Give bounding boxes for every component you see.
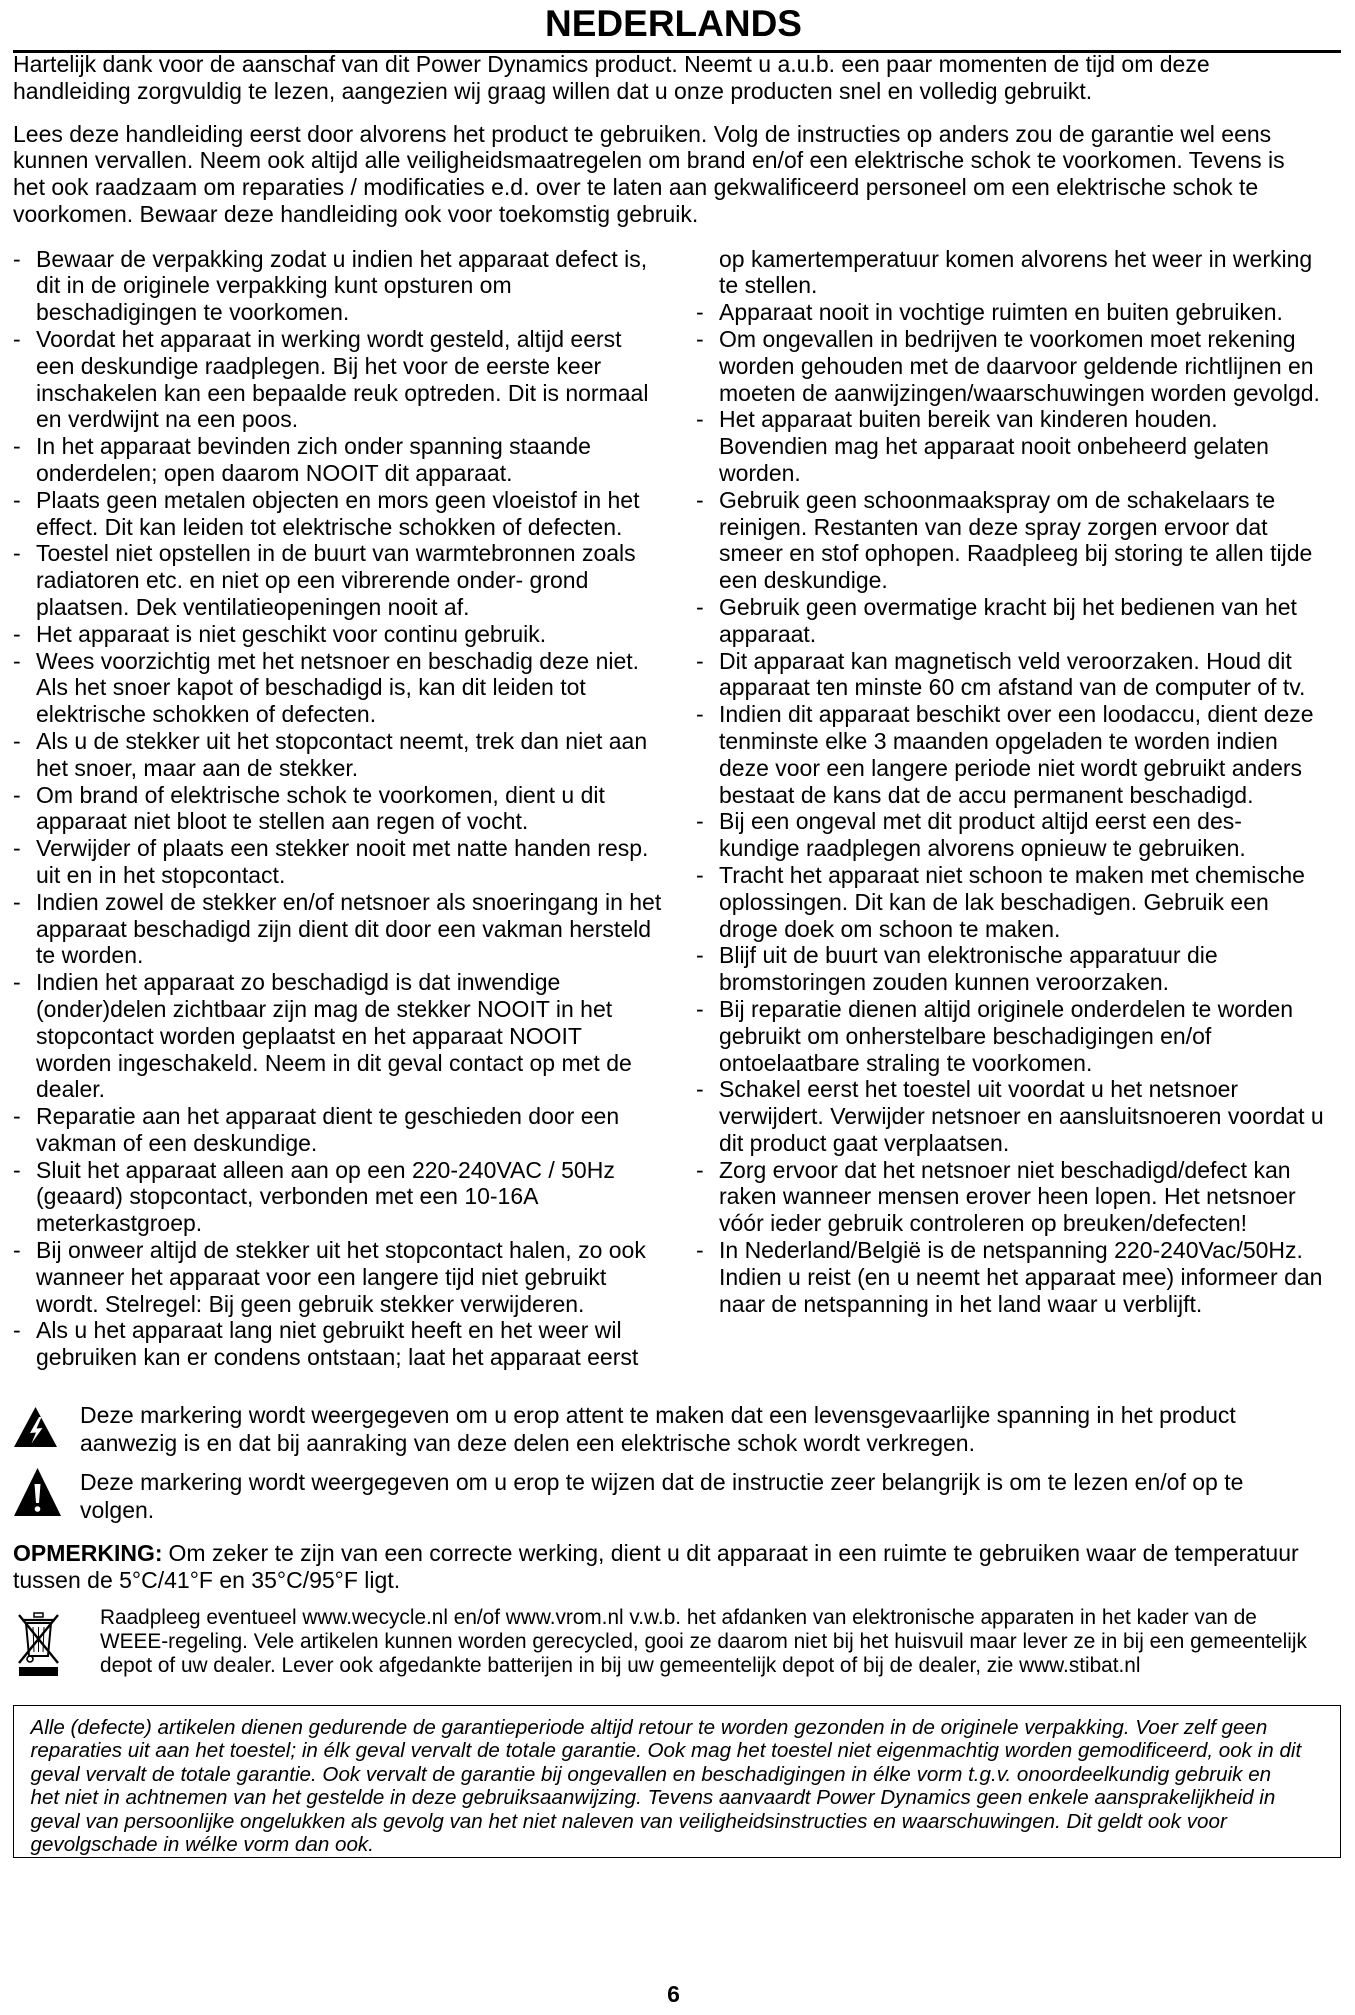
safety-item <box>13 1103 688 1157</box>
note-text: Om zeker te zijn van een correcte werking, dient u dit apparaat in een ruimte te gebruiken waar de temperatuur <box>168 1539 1299 1566</box>
lightning-warning-icon-graphic <box>13 1406 58 1448</box>
bullet-dash: - <box>696 942 704 969</box>
safety-item-line: Apparaat nooit in vochtige ruimten en buiten gebruiken. <box>719 299 1283 326</box>
safety-item-line: gebruikt om onherstelbare beschadigingen en/of <box>719 1022 1212 1049</box>
safety-item-line: Indien dit apparaat beschikt over een loodaccu, dient deze <box>719 701 1314 728</box>
warning-important-instruction-text <box>80 1468 1243 1524</box>
warranty-line: het niet in achtnemen van het gestelde in deze gebruiksaanwijzing. Tevens aanvaardt Power Dynamics geen enkele aansprakelijkheid in <box>30 1786 1276 1810</box>
safety-item-line: droge doek om schoon te maken. <box>719 915 1061 942</box>
safety-item-line: moeten de aanwijzingen/waarschuwingen worden gevolgd. <box>719 379 1320 406</box>
intro-line: Lees deze handleiding eerst door alvorens het product te gebruiken. Volg de instructies op anders zou de garantie wel eens <box>13 120 1272 147</box>
note-temperature <box>13 1540 1299 1594</box>
safety-item <box>696 648 1346 702</box>
safety-item-line: kundige raadplegen alvorens opnieuw te gebruiken. <box>719 835 1246 862</box>
bullet-dash: - <box>13 1103 21 1130</box>
safety-item-line: (onder)delen zichtbaar zijn mag de stekker NOOIT in het <box>36 995 613 1022</box>
note-line <box>13 1540 1299 1567</box>
bullet-dash: - <box>13 540 21 567</box>
safety-item-line: te worden. <box>36 942 144 969</box>
safety-item <box>13 1237 688 1317</box>
intro-paragraph-read-first <box>13 121 1285 229</box>
safety-item-line: het snoer, maar aan de stekker. <box>36 754 359 781</box>
lightning-warning-icon <box>13 1406 58 1448</box>
warranty-line: reparaties uit aan het toestel; in élk geval vervalt de totale garantie. Ook mag het toestel niet eigenmachtig worden gemodificeerd, ook in dit <box>30 1739 1302 1763</box>
safety-item <box>696 862 1346 942</box>
intro-line: voorkomen. Bewaar deze handleiding ook voor toekomstig gebruik. <box>13 201 699 228</box>
safety-item <box>13 782 688 836</box>
safety-item <box>696 594 1346 648</box>
safety-item-line: Voordat het apparaat in werking wordt gesteld, altijd eerst <box>36 325 622 352</box>
safety-item-line: vakman of een deskundige. <box>36 1129 318 1156</box>
intro-line: kunnen vervallen. Neem ook altijd alle veiligheidsmaatregelen om brand en/of een elektrische schok te voorkomen. Tevens is <box>13 147 1285 174</box>
safety-item-line: apparaat niet bloot te stellen aan regen of vocht. <box>36 808 529 835</box>
safety-item-line: reinigen. Restanten van deze spray zorgen ervoor dat <box>719 513 1268 540</box>
bullet-dash: - <box>13 888 21 915</box>
safety-item-line: radiatoren etc. en niet op een vibrerende onder- grond <box>36 567 589 594</box>
safety-item-line: Schakel eerst het toestel uit voordat u het netsnoer <box>719 1076 1239 1103</box>
safety-item-line: Verwijder of plaats een stekker nooit met natte handen resp. <box>36 835 649 862</box>
bullet-dash: - <box>696 1156 704 1183</box>
safety-item <box>696 406 1346 486</box>
safety-item <box>696 1157 1346 1237</box>
safety-item-line: Bovendien mag het apparaat nooit onbeheerd gelaten <box>719 433 1269 460</box>
safety-item-line: een deskundige. <box>719 567 888 594</box>
safety-item-line: Het apparaat is niet geschikt voor continu gebruik. <box>36 620 547 647</box>
bullet-dash: - <box>696 995 704 1022</box>
safety-item-line: smeer en stof ophopen. Raadpleeg bij storing te allen tijde <box>719 540 1313 567</box>
bullet-dash: - <box>13 620 21 647</box>
bullet-dash: - <box>696 1237 704 1264</box>
bullet-dash: - <box>696 325 704 352</box>
safety-item-line: raken wanneer mensen erover heen lopen. Het netsnoer <box>719 1183 1296 1210</box>
safety-item-line: apparaat. <box>719 620 817 647</box>
bullet-dash: - <box>13 486 21 513</box>
safety-item-line: In het apparaat bevinden zich onder spanning staande <box>36 433 591 460</box>
safety-item <box>13 433 688 487</box>
safety-list-left-column <box>13 246 688 1371</box>
safety-item-line: worden. <box>719 459 801 486</box>
intro-line: handleiding zorgvuldig te lezen, aangezien wij graag willen dat u onze producten snel en volledig gebruikt. <box>13 77 1093 104</box>
safety-item <box>696 487 1346 594</box>
warranty-notice-box <box>13 1705 1341 1858</box>
bullet-dash: - <box>13 835 21 862</box>
page-number: 6 <box>667 1981 680 2007</box>
warranty-line: geval vervalt de totale garantie. Ook vervalt de garantie bij ongevallen en beschadigingen in élke vorm t.g.v. onoordeelkundig gebruik en <box>30 1762 1272 1786</box>
safety-item-line: Bij onweer altijd de stekker uit het stopcontact halen, zo ook <box>36 1237 646 1264</box>
safety-item-line: plaatsen. Dek ventilatieopeningen nooit af. <box>36 593 470 620</box>
safety-item-line: te stellen. <box>719 272 818 299</box>
safety-item-line: verwijdert. Verwijder netsnoer en aansluitsnoeren voordat u <box>719 1103 1324 1130</box>
safety-item-line: Gebruik geen overmatige kracht bij het bedienen van het <box>719 593 1297 620</box>
safety-item <box>13 728 688 782</box>
warning-line: Deze markering wordt weergegeven om u erop attent te maken dat een levensgevaarlijke spanning in het product <box>80 1402 1236 1428</box>
warranty-line: gevolgschade in wélke vorm dan ook. <box>30 1833 374 1857</box>
safety-item-line: bromstoringen zouden kunnen veroorzaken. <box>719 969 1170 996</box>
bullet-dash: - <box>696 1076 704 1103</box>
safety-item <box>13 540 688 620</box>
bullet-dash: - <box>696 299 704 326</box>
bullet-dash: - <box>13 325 21 352</box>
safety-item-line: Sluit het apparaat alleen aan op een 220-240VAC / 50Hz <box>36 1156 615 1183</box>
safety-item-line: dit product gaat verplaatsen. <box>719 1129 1010 1156</box>
safety-item-line: een deskundige raadplegen. Bij het voor de eerste keer <box>36 352 602 379</box>
safety-item <box>696 1076 1346 1156</box>
safety-item-line: wordt. Stelregel: Bij geen gebruik stekker verwijderen. <box>36 1290 585 1317</box>
warning-line: volgen. <box>80 1497 155 1523</box>
safety-item-line: Bij een ongeval met dit product altijd eerst een des- <box>719 808 1242 835</box>
crossed-out-wheelie-bin-icon-graphic <box>15 1611 62 1677</box>
safety-item-line: meterkastgroep. <box>36 1210 203 1237</box>
safety-item <box>696 299 1346 326</box>
safety-item-line: dealer. <box>36 1076 106 1103</box>
warranty-line: Alle (defecte) artikelen dienen gedurende de garantieperiode altijd retour te worden gezonden in de originele verpakking. Voer zelf geen <box>30 1716 1268 1739</box>
bullet-dash: - <box>13 433 21 460</box>
bullet-dash: - <box>13 245 21 272</box>
intro-paragraph-thanks <box>13 51 1210 105</box>
weee-line: depot of uw dealer. Lever ook afgedankte batterijen in bij uw gemeentelijk depot of bij de dealer, zie www.stibat.nl <box>100 1654 1141 1678</box>
safety-item-line: In Nederland/België is de netspanning 220-240Vac/50Hz. <box>719 1237 1303 1264</box>
safety-item-line: Om ongevallen in bedrijven te voorkomen moet rekening <box>719 325 1296 352</box>
safety-item <box>696 1237 1346 1317</box>
warning-line: aanwezig is en dat bij aanraking van deze delen een elektrische schok wordt verkregen. <box>80 1430 975 1456</box>
safety-item-line: Zorg ervoor dat het netsnoer niet beschadigd/defect kan <box>719 1156 1291 1183</box>
safety-item-line: Indien het apparaat zo beschadigd is dat inwendige <box>36 969 561 996</box>
safety-item-line: Blijf uit de buurt van elektronische apparatuur die <box>719 942 1218 969</box>
safety-item-line: Om brand of elektrische schok te voorkomen, dient u dit <box>36 781 605 808</box>
bullet-dash: - <box>696 593 704 620</box>
safety-item <box>13 1317 688 1371</box>
safety-item-line: Bij reparatie dienen altijd originele onderdelen te worden <box>719 995 1294 1022</box>
bullet-dash: - <box>13 1156 21 1183</box>
safety-item <box>696 326 1346 406</box>
safety-item-line: Wees voorzichtig met het netsnoer en beschadig deze niet. <box>36 647 640 674</box>
safety-item <box>13 246 688 326</box>
safety-item-line: vóór ieder gebruik controleren op breuken/defecten! <box>719 1210 1248 1237</box>
bullet-dash: - <box>696 486 704 513</box>
safety-item <box>13 835 688 889</box>
safety-item-line: bestaat de kans dat de accu permanent beschadigd. <box>719 781 1254 808</box>
safety-item-line: Bewaar de verpakking zodat u indien het apparaat defect is, <box>36 245 648 272</box>
safety-item-line: beschadigingen te voorkomen. <box>36 299 350 326</box>
safety-item-line: inschakelen kan een bepaalde reuk optreden. Dit is normaal <box>36 379 649 406</box>
safety-item-line: elektrische schokken of defecten. <box>36 701 377 728</box>
safety-item <box>696 996 1346 1076</box>
bullet-dash: - <box>13 647 21 674</box>
safety-item-line: wanneer het apparaat voor een langere tijd niet gebruikt <box>36 1263 607 1290</box>
safety-item-line: (geaard) stopcontact, verbonden met een 10-16A <box>36 1183 539 1210</box>
safety-item-continued <box>696 246 1346 300</box>
safety-item <box>13 326 688 433</box>
safety-item <box>696 808 1346 862</box>
safety-item-line: Gebruik geen schoonmaakspray om de schakelaars te <box>719 486 1276 513</box>
crossed-out-wheelie-bin-icon <box>15 1611 62 1677</box>
safety-item <box>696 942 1346 996</box>
bullet-dash: - <box>696 701 704 728</box>
bullet-dash: - <box>696 647 704 674</box>
safety-item-line: effect. Dit kan leiden tot elektrische schokken of defecten. <box>36 513 623 540</box>
bullet-dash: - <box>696 808 704 835</box>
safety-item <box>13 487 688 541</box>
safety-item <box>13 969 688 1103</box>
bullet-dash: - <box>13 969 21 996</box>
intro-line: Hartelijk dank voor de aanschaf van dit Power Dynamics product. Neemt u a.u.b. een paar momenten de tijd om deze <box>13 51 1210 77</box>
safety-item-line: stopcontact worden geplaatst en het apparaat NOOIT <box>36 1022 582 1049</box>
safety-item-line: oplossingen. Dit kan de lak beschadigen. Gebruik een <box>719 888 1269 915</box>
bullet-dash: - <box>13 781 21 808</box>
safety-item-line: Dit apparaat kan magnetisch veld veroorzaken. Houd dit <box>719 647 1292 674</box>
safety-item-line: en verdwijnt na een poos. <box>36 406 299 433</box>
safety-item-line: Indien zowel de stekker en/of netsnoer als snoeringang in het <box>36 888 662 915</box>
page-title: NEDERLANDS <box>545 3 802 44</box>
safety-item-line: tenminste elke 3 maanden opgeladen te worden indien <box>719 727 1278 754</box>
warning-electric-shock-text <box>80 1401 1236 1457</box>
safety-item <box>696 701 1346 808</box>
bullet-dash: - <box>13 727 21 754</box>
note-label: OPMERKING: <box>13 1539 163 1566</box>
safety-item-line: onderdelen; open daarom NOOIT dit apparaat. <box>36 459 513 486</box>
safety-item-line: deze voor een langere periode niet wordt gebruikt anders <box>719 754 1303 781</box>
safety-item <box>13 621 688 648</box>
safety-item-line: worden gehouden met de daarvoor geldende richtlijnen en <box>719 352 1314 379</box>
safety-item-line: Reparatie aan het apparaat dient te geschieden door een <box>36 1103 620 1130</box>
safety-item-line: Tracht het apparaat niet schoon te maken met chemische <box>719 861 1305 888</box>
safety-item-line: Indien u reist (en u neemt het apparaat mee) informeer dan <box>719 1263 1323 1290</box>
weee-disposal-text <box>100 1606 1307 1679</box>
weee-line: Raadpleeg eventueel www.wecycle.nl en/of www.vrom.nl v.w.b. het afdanken van elektronische apparaten in het kader van de <box>100 1606 1257 1629</box>
safety-item-line: gebruiken kan er condens ontstaan; laat het apparaat eerst <box>36 1344 639 1371</box>
bullet-dash: - <box>696 406 704 433</box>
safety-item-line: uit en in het stopcontact. <box>36 861 286 888</box>
safety-item <box>13 648 688 728</box>
safety-item-line: Als u de stekker uit het stopcontact neemt, trek dan niet aan <box>36 727 648 754</box>
weee-line: WEEE-regeling. Vele artikelen kunnen worden gerecycled, gooi ze daarom niet bij het huisvuil maar lever ze in bij een gemeentelijk <box>100 1630 1307 1654</box>
safety-item-line: worden ingeschakeld. Neem in dit geval contact op met de <box>36 1049 632 1076</box>
safety-item-line: Als u het apparaat lang niet gebruikt heeft en het weer wil <box>36 1317 622 1344</box>
safety-item-line: Als het snoer kapot of beschadigd is, kan dit leiden tot <box>36 674 586 701</box>
bullet-dash: - <box>13 1237 21 1264</box>
exclamation-warning-icon-graphic <box>13 1467 62 1517</box>
safety-item <box>13 889 688 969</box>
safety-item-line: dit in de originele verpakking kunt opsturen om <box>36 272 512 299</box>
safety-item-line: Het apparaat buiten bereik van kinderen houden. <box>719 406 1218 433</box>
note-line: tussen de 5°C/41°F en 35°C/95°F ligt. <box>13 1566 401 1593</box>
safety-list-right-column <box>696 246 1346 1318</box>
safety-item-line: Toestel niet opstellen in de buurt van warmtebronnen zoals <box>36 540 636 567</box>
warranty-line: geval van persoonlijke ongelukken als gevolg van het niet naleven van veiligheidsinstructies en waarschuwingen. Dit geldt ook voor <box>30 1809 1227 1833</box>
bullet-dash: - <box>696 861 704 888</box>
safety-item-line: ontoelaatbare straling te voorkomen. <box>719 1049 1093 1076</box>
safety-item-line: apparaat ten minste 60 cm afstand van de computer of tv. <box>719 674 1306 701</box>
safety-item-line: op kamertemperatuur komen alvorens het weer in werking <box>719 245 1313 272</box>
safety-item-line: Plaats geen metalen objecten en mors geen vloeistof in het <box>36 486 640 513</box>
warning-line: Deze markering wordt weergegeven om u erop te wijzen dat de instructie zeer belangrijk is om te lezen en/of op te <box>80 1469 1244 1495</box>
safety-item <box>13 1157 688 1237</box>
bullet-dash: - <box>13 1317 21 1344</box>
intro-line: het ook raadzaam om reparaties / modificaties e.d. over te laten aan gekwalificeerd personeel om een elektrische schok te <box>13 174 1259 201</box>
exclamation-warning-icon <box>13 1467 62 1517</box>
safety-item-line: apparaat beschadigd zijn dient dit door een vakman hersteld <box>36 915 652 942</box>
safety-item-line: naar de netspanning in het land waar u verblijft. <box>719 1290 1203 1317</box>
